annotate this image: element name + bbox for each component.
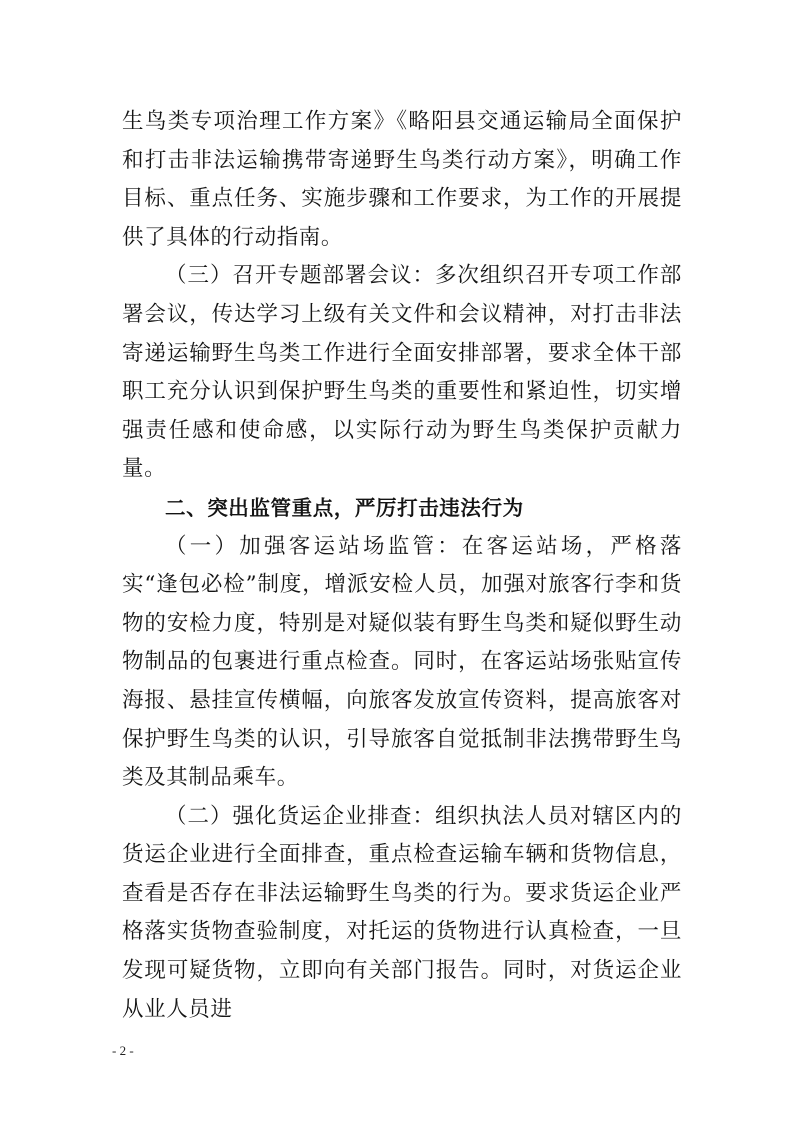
paragraph-subsection-2-freight-enterprise: （二）强化货运企业排查：组织执法人员对辖区内的货运企业进行全面排查，重点检查运输车辆和货物信息，查看是否存在非法运输野生鸟类的行为。要求货运企业严格落实货物查验制度，对托运的货物进行认真检查，一旦发现可疑货物，立即向有关部门报告。同时，对货运企业从业人员进 xyxy=(122,803,682,1022)
section-heading-2: 二、突出监管重点，严厉打击违法行为 xyxy=(165,495,524,520)
page-number: - 2 - xyxy=(112,1043,134,1058)
paragraph-subsection-1-passenger-station: （一）加强客运站场监管：在客运站场，严格落实“逢包必检”制度，增派安检人员，加强对旅客行李和货物的安检力度，特别是对疑似装有野生鸟类和疑似野生动物制品的包裹进行重点检查。同时，在客运站场张贴宣传海报、悬挂宣传横幅，向旅客发放宣传资料，提高旅客对保护野生鸟类的认识，引导旅客自觉抵制非法携带野生鸟类及其制品乘车。 xyxy=(122,533,682,791)
document-body xyxy=(122,103,682,1029)
paragraph-section-3-meeting: （三）召开专题部署会议：多次组织召开专项工作部署会议，传达学习上级有关文件和会议精神，对打击非法寄递运输野生鸟类工作进行全面安排部署，要求全体干部职工充分认识到保护野生鸟类的重要性和紧迫性，切实增强责任感和使命感，以实际行动为野生鸟类保护贡献力量。 xyxy=(122,263,682,482)
paragraph-continuation: 生鸟类专项治理工作方案》《略阳县交通运输局全面保护和打击非法运输携带寄递野生鸟类行动方案》，明确工作目标、重点任务、实施步骤和工作要求，为工作的开展提供了具体的行动指南。 xyxy=(122,109,682,250)
